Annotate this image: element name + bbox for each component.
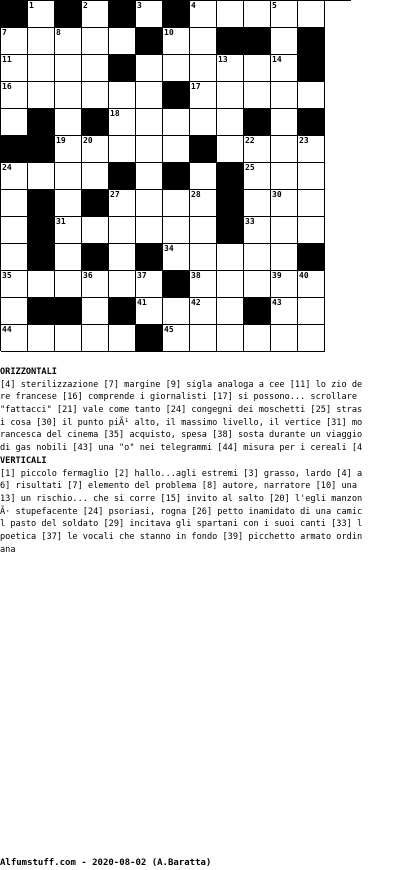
grid-cell[interactable] <box>190 298 217 325</box>
clue-line: poetica [37] le vocali che stanno in fondo [39] picchetto armato ordin <box>0 532 363 543</box>
grid-cell[interactable] <box>217 109 244 136</box>
grid-cell[interactable] <box>82 163 109 190</box>
grid-cell[interactable] <box>136 1 163 28</box>
grid-cell[interactable] <box>190 325 217 352</box>
grid-cell[interactable] <box>163 217 190 244</box>
grid-cell[interactable] <box>298 1 325 28</box>
grid-cell[interactable] <box>136 271 163 298</box>
clue-number: 23 <box>299 136 309 145</box>
across-heading: ORIZZONTALI <box>0 367 57 377</box>
grid-cell[interactable] <box>1 28 28 55</box>
grid-cell[interactable] <box>82 271 109 298</box>
black-square <box>298 244 325 271</box>
grid-cell[interactable] <box>217 298 244 325</box>
black-square <box>163 271 190 298</box>
grid-cell[interactable] <box>136 136 163 163</box>
clue-number: 14 <box>272 55 282 64</box>
grid-cell[interactable] <box>55 163 82 190</box>
grid-cell[interactable] <box>298 217 325 244</box>
down-clues <box>0 455 420 557</box>
clue-number: 12 <box>110 55 120 64</box>
clue-number: 39 <box>272 271 282 280</box>
grid-cell[interactable] <box>244 190 271 217</box>
grid-cell[interactable] <box>109 190 136 217</box>
clue-number: 34 <box>164 244 174 253</box>
grid-cell[interactable] <box>163 244 190 271</box>
clue-line: 6] risultati [7] elemento del problema [8] autore, narratore [10] una <box>0 481 357 492</box>
clue-line: "fattacci" [21] vale come tanto [24] congegni dei moschetti [25] stras <box>0 405 363 416</box>
clue-line: [4] sterilizzazione [7] margine [9] sigla analoga a cee [11] lo zio de <box>0 379 363 390</box>
black-square <box>217 28 244 55</box>
clue-number: 43 <box>272 298 282 307</box>
grid-cell[interactable] <box>1 55 28 82</box>
black-square <box>217 163 244 190</box>
grid-cell[interactable] <box>82 55 109 82</box>
clue-line: Ã· stupefacente [24] psoriasi, rogna [26] petto inamidato di una camic <box>0 506 363 517</box>
grid-cell[interactable] <box>271 55 298 82</box>
black-square <box>298 28 325 55</box>
grid-cell[interactable] <box>82 136 109 163</box>
grid-cell[interactable] <box>190 190 217 217</box>
grid-cell[interactable] <box>1 217 28 244</box>
black-square <box>136 28 163 55</box>
black-square <box>298 55 325 82</box>
grid-cell[interactable] <box>271 325 298 352</box>
clue-number: 32 <box>218 217 228 226</box>
clue-number: 20 <box>83 136 93 145</box>
clue-number: 11 <box>2 55 12 64</box>
grid-cell[interactable] <box>55 136 82 163</box>
clue-line: l pasto del soldato [29] incitava gli spartani con i suoi canti [33] l <box>0 519 363 530</box>
grid-cell[interactable] <box>190 163 217 190</box>
grid-cell[interactable] <box>109 271 136 298</box>
clue-number: 21 <box>191 136 201 145</box>
grid-cell[interactable] <box>82 325 109 352</box>
grid-cell[interactable] <box>28 55 55 82</box>
grid-cell[interactable] <box>109 82 136 109</box>
grid-cell[interactable] <box>244 217 271 244</box>
black-square <box>28 298 55 325</box>
clue-number: 38 <box>191 271 201 280</box>
grid-cell[interactable] <box>163 190 190 217</box>
grid-cell[interactable] <box>163 136 190 163</box>
down-heading: VERTICALI <box>0 456 47 466</box>
black-square <box>55 298 82 325</box>
grid-cell[interactable] <box>82 217 109 244</box>
black-square <box>55 1 82 28</box>
clue-number: 33 <box>245 217 255 226</box>
grid-cell[interactable] <box>163 298 190 325</box>
across-clues <box>0 366 420 455</box>
grid-cell[interactable] <box>298 325 325 352</box>
black-square <box>109 55 136 82</box>
black-square <box>28 136 55 163</box>
black-square <box>163 82 190 109</box>
grid-cell[interactable] <box>136 82 163 109</box>
clue-number: 41 <box>137 298 147 307</box>
grid-cell[interactable] <box>244 271 271 298</box>
grid-cell[interactable] <box>244 82 271 109</box>
clue-number: 22 <box>245 136 255 145</box>
grid-cell[interactable] <box>271 244 298 271</box>
grid-cell[interactable] <box>244 136 271 163</box>
black-square <box>244 298 271 325</box>
grid-cell[interactable] <box>217 271 244 298</box>
grid-cell[interactable] <box>271 109 298 136</box>
clue-number: 13 <box>218 55 228 64</box>
grid-cell[interactable] <box>82 82 109 109</box>
grid-cell[interactable] <box>136 109 163 136</box>
black-square <box>28 190 55 217</box>
grid-cell[interactable] <box>55 271 82 298</box>
grid-cell[interactable] <box>163 28 190 55</box>
grid-cell[interactable] <box>163 325 190 352</box>
grid-cell[interactable] <box>271 28 298 55</box>
grid-cell[interactable] <box>298 136 325 163</box>
grid-cell[interactable] <box>1 82 28 109</box>
black-square <box>244 109 271 136</box>
clue-number: 7 <box>2 28 7 37</box>
grid-cell[interactable] <box>217 136 244 163</box>
grid-cell[interactable] <box>217 244 244 271</box>
grid-cell[interactable] <box>28 1 55 28</box>
grid-cell[interactable] <box>1 190 28 217</box>
clue-number: 5 <box>272 1 277 10</box>
grid-cell[interactable] <box>109 325 136 352</box>
clue-number: 19 <box>56 136 66 145</box>
grid-cell[interactable] <box>217 55 244 82</box>
grid-cell[interactable] <box>55 28 82 55</box>
grid-cell[interactable] <box>244 244 271 271</box>
clue-number: 31 <box>56 217 66 226</box>
grid-cell[interactable] <box>271 190 298 217</box>
clue-number: 9 <box>137 28 142 37</box>
clue-number: 30 <box>272 190 282 199</box>
clue-number: 35 <box>2 271 12 280</box>
black-square <box>298 109 325 136</box>
black-square <box>28 217 55 244</box>
clue-number: 4 <box>191 1 196 10</box>
clue-line: [1] piccolo fermaglio [2] hallo...agli estremi [3] grasso, lardo [4] a <box>0 468 363 479</box>
clue-line: i cosa [30] il punto piÃ¹ alto, il massimo livello, il vertice [31] mo <box>0 417 363 428</box>
grid-cell[interactable] <box>1 271 28 298</box>
grid-cell[interactable] <box>136 298 163 325</box>
grid-cell[interactable] <box>271 163 298 190</box>
clue-number: 28 <box>191 190 201 199</box>
grid-cell[interactable] <box>28 82 55 109</box>
black-square <box>28 109 55 136</box>
grid-cell[interactable] <box>190 109 217 136</box>
black-square <box>1 1 28 28</box>
grid-cell[interactable] <box>28 28 55 55</box>
clue-number: 36 <box>83 271 93 280</box>
black-square <box>82 109 109 136</box>
black-square <box>136 244 163 271</box>
grid-cell[interactable] <box>28 325 55 352</box>
grid-cell[interactable] <box>82 28 109 55</box>
black-square <box>244 28 271 55</box>
grid-cell[interactable] <box>1 325 28 352</box>
grid-cell[interactable] <box>55 217 82 244</box>
grid-cell[interactable] <box>271 298 298 325</box>
clue-line: rancesca del cinema [35] acquisto, spesa [38] sosta durante un viaggio <box>0 430 363 441</box>
grid-cell[interactable] <box>271 271 298 298</box>
grid-cell[interactable] <box>217 82 244 109</box>
black-square <box>163 163 190 190</box>
black-square <box>190 136 217 163</box>
grid-cell[interactable] <box>190 217 217 244</box>
clue-number: 45 <box>164 325 174 334</box>
black-square <box>217 217 244 244</box>
grid-cell[interactable] <box>136 55 163 82</box>
clue-number: 29 <box>218 190 228 199</box>
grid-cell[interactable] <box>55 109 82 136</box>
grid-cell[interactable] <box>190 271 217 298</box>
grid-cell[interactable] <box>271 82 298 109</box>
clue-number: 18 <box>110 109 120 118</box>
grid-cell[interactable] <box>190 82 217 109</box>
grid-cell[interactable] <box>163 109 190 136</box>
crossword-grid <box>0 0 351 351</box>
grid-cell[interactable] <box>109 28 136 55</box>
grid-cell[interactable] <box>298 271 325 298</box>
grid-cell[interactable] <box>28 271 55 298</box>
clue-number: 17 <box>191 82 201 91</box>
grid-cell[interactable] <box>298 163 325 190</box>
grid-cell[interactable] <box>271 136 298 163</box>
footer-credit: Alfumstuff.com - 2020-08-02 (A.Baratta) <box>0 858 212 868</box>
grid-cell[interactable] <box>271 1 298 28</box>
clue-line: 13] un rischio... che si corre [15] invito al salto [20] l'egli manzon <box>0 494 363 505</box>
clue-number: 44 <box>2 325 12 334</box>
grid-cell[interactable] <box>244 163 271 190</box>
grid-cell[interactable] <box>244 325 271 352</box>
grid-cell[interactable] <box>190 1 217 28</box>
grid-cell[interactable] <box>109 136 136 163</box>
grid-cell[interactable] <box>55 325 82 352</box>
grid-cell[interactable] <box>1 163 28 190</box>
black-square <box>109 298 136 325</box>
grid-cell[interactable] <box>109 244 136 271</box>
black-square <box>163 1 190 28</box>
black-square <box>109 163 136 190</box>
grid-cell[interactable] <box>1 109 28 136</box>
grid-cell[interactable] <box>298 298 325 325</box>
grid-cell[interactable] <box>244 1 271 28</box>
clue-number: 16 <box>2 82 12 91</box>
clue-number: 27 <box>110 190 120 199</box>
clue-number: 2 <box>83 1 88 10</box>
grid-cell[interactable] <box>271 217 298 244</box>
black-square <box>217 190 244 217</box>
grid-cell[interactable] <box>136 217 163 244</box>
clue-number: 15 <box>299 55 309 64</box>
grid-cell[interactable] <box>217 325 244 352</box>
clue-number: 24 <box>2 163 12 172</box>
clue-number: 1 <box>29 1 34 10</box>
clue-number: 25 <box>245 163 255 172</box>
black-square <box>82 244 109 271</box>
grid-cell[interactable] <box>190 244 217 271</box>
grid-cell[interactable] <box>190 55 217 82</box>
black-square <box>109 1 136 28</box>
grid-cell[interactable] <box>109 217 136 244</box>
black-square <box>82 190 109 217</box>
grid-cell[interactable] <box>217 1 244 28</box>
grid-cell[interactable] <box>55 55 82 82</box>
grid-cell[interactable] <box>298 82 325 109</box>
grid-cell[interactable] <box>55 244 82 271</box>
grid-cell[interactable] <box>1 298 28 325</box>
clue-number: 8 <box>56 28 61 37</box>
grid-cell[interactable] <box>244 55 271 82</box>
grid-cell[interactable] <box>55 82 82 109</box>
clue-number: 37 <box>137 271 147 280</box>
grid-cell[interactable] <box>82 298 109 325</box>
clue-number: 3 <box>137 1 142 10</box>
grid-cell[interactable] <box>136 190 163 217</box>
clue-line: ana <box>0 544 16 555</box>
clue-line: di gas nobili [43] una "o" nei telegrammi [44] misura per i cereali [4 <box>0 443 363 454</box>
grid-cell[interactable] <box>82 1 109 28</box>
black-square <box>28 244 55 271</box>
clue-number: 40 <box>299 271 309 280</box>
clue-number: 10 <box>164 28 174 37</box>
grid-cell[interactable] <box>163 55 190 82</box>
black-square <box>136 325 163 352</box>
grid-cell[interactable] <box>136 163 163 190</box>
grid-cell[interactable] <box>55 190 82 217</box>
black-square <box>1 136 28 163</box>
clue-line: re francese [16] comprende i giornalisti [17] si possono... scrollare <box>0 392 357 403</box>
grid-cell[interactable] <box>190 28 217 55</box>
clue-number: 42 <box>191 298 201 307</box>
grid-cell[interactable] <box>109 109 136 136</box>
grid-cell[interactable] <box>1 244 28 271</box>
grid-cell[interactable] <box>28 163 55 190</box>
grid-cell[interactable] <box>298 190 325 217</box>
